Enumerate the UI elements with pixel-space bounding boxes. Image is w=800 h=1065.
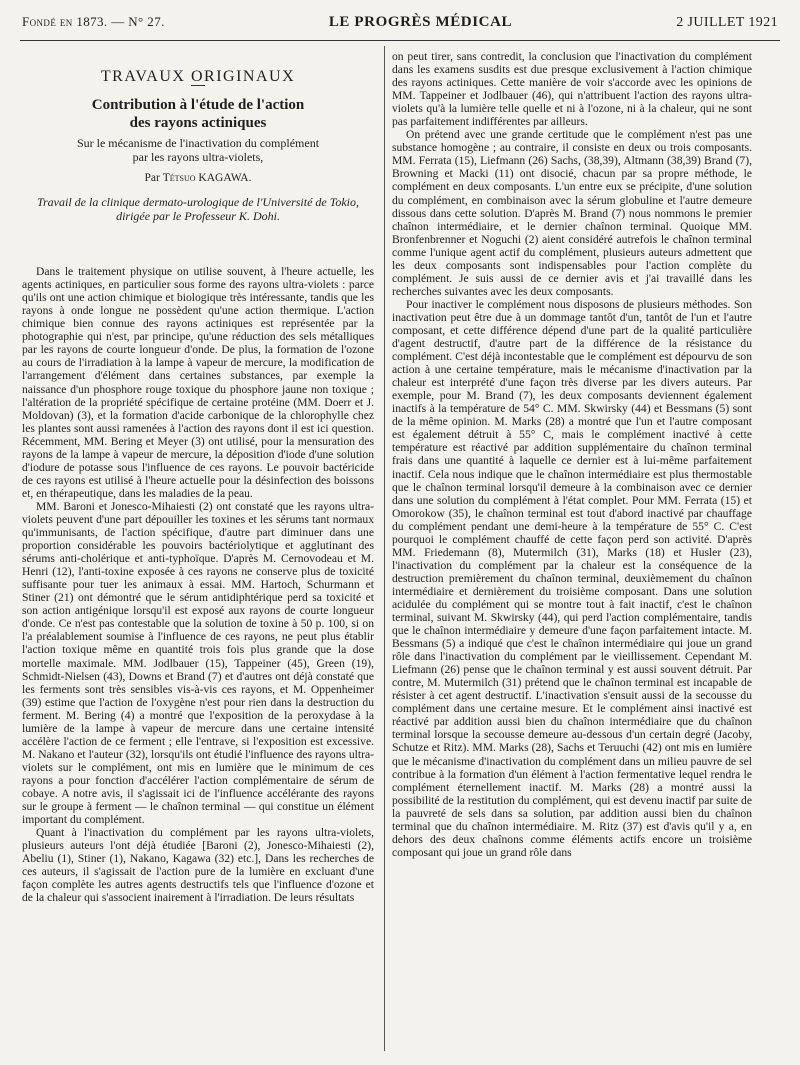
heading-spacer bbox=[22, 223, 374, 265]
affiliation-line-2: dirigée par le Professeur K. Dohi. bbox=[116, 209, 280, 224]
body-paragraph: Pour inactiver le complément nous disposons de plusieurs méthodes. Son inactivation peut être due à un dommage tantôt d'un, tantôt de l'un et l'autre composant, et cette différence dépend d'une part de la qualité particulière d'agent destructif, d'autre part de la différence de la résistance du complément. C'est déjà incontestable que le complément est dépourvu de son action à une certaine température, mais le mécanisme d'inactivation par la chaleur est interprété d'une façon très diverse par les divers auteurs. Par exemple, pour M. Brand (7), les deux composants deviennent également inactifs à la température de 54° C. MM. Skwirsky (44) et Bessmans (5) sont de la même opinion. M. Marks (28) a montré que l'un et l'autre composant est également détruit à 55° C, mais le complément inactivé à cette température est réactivé par addition supplémentaire du chaînon terminal frais dans une quantité à laquelle ce dernier est à lui-même parfaitement inactif. Cela nous indique que le chaînon intermédiaire est plus thermostable que le chaînon terminal lorsqu'il demeure à la combinaison avec ce dernier dans une solution du complément à l'état complet. Pour MM. Ferrata (15) et Omorokow (35), le chaînon terminal est tout d'abord inactivé par chauffage du complément pendant une demi-heure à la température de 55° C. C'est pourquoi le complément chauffé de cette façon perd son activité. D'après MM. Friedemann (8), Mutermilch (31), Marks (18) et Husler (23), l'inactivation du complément par la chaleur est la conséquence de la destruction premièrement du chaînon terminal, deuxièmement du chaînon intermédiaire et dernièrement du troisième composant. Dans une solution acidulée du complément qui se montre tout à fait inactif, c'est le chaînon terminal, suivant M. Skwirsky (44), qui perd l'action complémentaire, tandis que le chaînon intermédiaire y demeure d'une façon parfaitement intacte. M. Bessmans (5) a indiqué que c'est le chaînon intermédiaire qui joue un grand rôle dans l'inactivation du complément par le vieillissement. Cependant M. Liefmann (26) pense que le chaînon terminal y est aussi souvent détruit. Par contre, M. Mutermilch (31) prétend que le chaînon terminal est incapable de résister à cet agent destructif. L'inactivation s'ensuit aussi de la secousse du complément dans une certaine mesure. Et le complément ainsi inactivé est réactivé par addition aussi bien du chaînon intermédiaire que du chaînon terminal lorsque la secousse demeure au-dessous d'un certain degré (Jacoby, Schutze et Ritz). MM. Marks (28), Sachs et Teruuchi (42) ont mis en lumière que le mécanisme d'inactivation du complément dans un milieu pauvre de sel contribue à la formation d'un élément à l'action fermentative lequel rendra le complément éternellement inactif. M. Marks (28) a montré aussi la possibilité de la restitution du complément, qui est devenu inactif par suite de la pauvreté de sels dans sa solution, par addition aussi bien du chaînon terminal que du chaînon intermédiaire. M. Ritz (37) est d'avis qu'il y a, en dehors des deux chaînons comme éléments actifs encore un troisième composant qui joue un grand rôle dans bbox=[392, 297, 752, 859]
body-paragraph: MM. Baroni et Jonesco-Mihaiesti (2) ont constaté que les rayons ultra-violets peuvent d'une part dépouiller les toxines et les sérums tant normaux qu'immunisants, de l'action spécifique, d'autre part diminuer dans une proportion considérable les pouvoirs bactériolytique et agglutinant des sérums anti-cholérique et anti-typhoïque. D'après M. Cernovodeau et M. Henri (12), l'anti-toxine exposée à ces rayons ne conserve plus de toxicité suffisante pour tuer les animaux à essai. MM. Hartoch, Schurmann et Stiner (21) ont démontré que le sérum antidiphtérique perd sa toxicité et son action antigénique lorsqu'il est exposé aux rayons de courte longueur d'onde. Ce n'est pas contestable que la solution de toxine à 50 p. 100, si on l'a préalablement soumise à l'influence de ces rayons, ne peut plus établir l'action toxique même en quantité trois fois plus grande que la dose mortelle maximale. MM. Jodlbauer (15), Tappeiner (45), Green (19), Schmidt-Nielsen (43), Downs et Brand (7) et d'autres ont déjà constaté que les ferments sont très sensibles vis-à-vis ces rayons, et M. Oppenheimer (39) estime que l'action de l'oxygène n'est pour rien dans la destruction du ferment. M. Bering (4) a montré que l'exposition de la peroxydase à la lumière de la lampe à vapeur de mercure dans une certaine intensité accélère l'action de ce ferment ; elle l'entrave, si l'exposition est excessive. M. Nakano et l'auteur (32), lorsqu'ils ont étudié l'influence des rayons ultra-violets sur le complément, ont mis en lumière que le minimum de ces rayons a pour fonction d'accélérer l'action complémentaire de sérum de cobaye. A notre avis, il s'agissait ici de l'influence accélérante des rayons sur le groupe à ferment — le chaînon terminal — qui constitue un élément important du complément. bbox=[22, 499, 374, 827]
subtitle-line-2: par les rayons ultra-violets, bbox=[132, 150, 264, 165]
article-subtitle bbox=[22, 136, 374, 164]
section-heading: TRAVAUX ORIGINAUX bbox=[100, 68, 296, 85]
title-line-2: des rayons actiniques bbox=[129, 115, 267, 132]
article-title bbox=[22, 96, 374, 132]
right-column bbox=[392, 50, 752, 1051]
founding-note: Fondé en 1873. — N° 27. bbox=[22, 14, 165, 29]
body-paragraph: on peut tirer, sans contredit, la conclusion que l'inactivation du complément dans les examens susdits est due presque exclusivement à l'action chimique des rayons actiniques. Cette manière de voir s'accorde avec les opinions de MM. Tappeiner et Jodlbauer (46), qui n'attribuent l'action des rayons ultra-violets qu'à la lumière telle quelle et ni à l'ozone, ni à la chaleur, qui ne sont pas parfaitement indifférentes par ailleurs. bbox=[392, 50, 752, 129]
body-paragraph: On prétend avec une grande certitude que le complément n'est pas une substance homogène ; au contraire, il consiste en deux ou trois composants. MM. Ferrata (15), Liefmann (26) Sachs, (38,39), Altmann (38,39) Brand (7), Browning et Macki (11) ont disocié, chacun par sa propre méthode, le complément en deux composants. L'un entre eux se précipite, d'une solution du complément, en combinaison avec la sérum globuline et l'autre demeure dissous dans cette solution. D'après M. Brand (7) nous nommons le premier chaînon intermédiaire, et le dernier chaînon terminal. Quoique MM. Bronfenbrenner et Noguchi (2) aient considéré autrefois le chaînon terminal comme l'unique agent actif du complément, plusieurs auteurs admettent que les deux composants sont indispensables pour l'action complète du complément. Je suis aussi de ce dernier avis et j'ai travaillé dans les recherches suivantes avec les deux composants. bbox=[392, 128, 752, 298]
article-author bbox=[22, 172, 374, 185]
issue-date: 2 JUILLET 1921 bbox=[676, 15, 778, 30]
affiliation-line-1: Travail de la clinique dermato-urologique de l'Université de Tokio, bbox=[37, 195, 359, 210]
subtitle-line-1: Sur le mécanisme de l'inactivation du complément bbox=[76, 136, 320, 151]
title-line-1: Contribution à l'étude de l'action bbox=[91, 97, 305, 114]
section-dash bbox=[191, 85, 205, 86]
body-paragraph: Quant à l'inactivation du complément par les rayons ultra-violets, plusieurs auteurs l'ont déjà étudiée [Baroni (2), Jonesco-Mihaiesti (2), Abeliu (1), Stiner (1), Nakano, Kagawa (32) etc.], Dans les recherches de ces auteurs, il s'agissait de l'action pure de la lumière en excluant d'une façon complète les autres agents destructifs tels que l'influence d'ozone et de la chaleur qui s'associent inairement à l'irradiation. De leurs résultats bbox=[22, 826, 374, 905]
column-divider bbox=[384, 46, 385, 1051]
author-prefix: Par bbox=[144, 172, 160, 185]
author-affiliation bbox=[22, 195, 374, 223]
author-name: Tétsuo KAGAWA. bbox=[162, 172, 252, 185]
body-paragraph: Dans le traitement physique on utilise souvent, à l'heure actuelle, les agents actiniques, en particulier sous forme des rayons ultra-violets : parce qu'ils ont une action chimique et biologique très intéressante, tandis que les rayons à onde longue ne possèdent qu'une action thermique. L'action chimique bien connue des rayons actiniques est représentée par la photographie qui n'est, par principe, qu'une réduction des sels métalliques par les rayons de courte longueur d'onde. De plus, la formation de l'ozone au cours de l'irradiation à la lampe à vapeur de mercure, la modification de l'arrangement d'élément dans certaines substances, par exemple la naissance d'un phosphore rouge toxique du phosphore jaune non toxique ; l'altération de la propriété spécifique de certaine protéine (MM. Doerr et J. Moldovan) (3), et la formation d'acide carbonique de la chlorophylle chez les plantes sont aussi ramenées à l'action des rayons dont il est ici question. Récemment, MM. Bering et Meyer (3) ont utilisé, pour la mensuration des rayons de la lampe à vapeur de mercure, la déposition d'iode d'une solution d'iodure de potasse sous l'influence de ces rayons. Le pouvoir bactéricide de ces rayons est utilisé à l'heure actuelle pour la désinfection des boissons et, en thérapeutique, dans les maladies de la peau. bbox=[22, 265, 374, 500]
left-column bbox=[22, 50, 374, 1051]
header-rule bbox=[20, 40, 780, 41]
journal-title: LE PROGRÈS MÉDICAL bbox=[328, 14, 513, 30]
running-header bbox=[22, 14, 778, 38]
